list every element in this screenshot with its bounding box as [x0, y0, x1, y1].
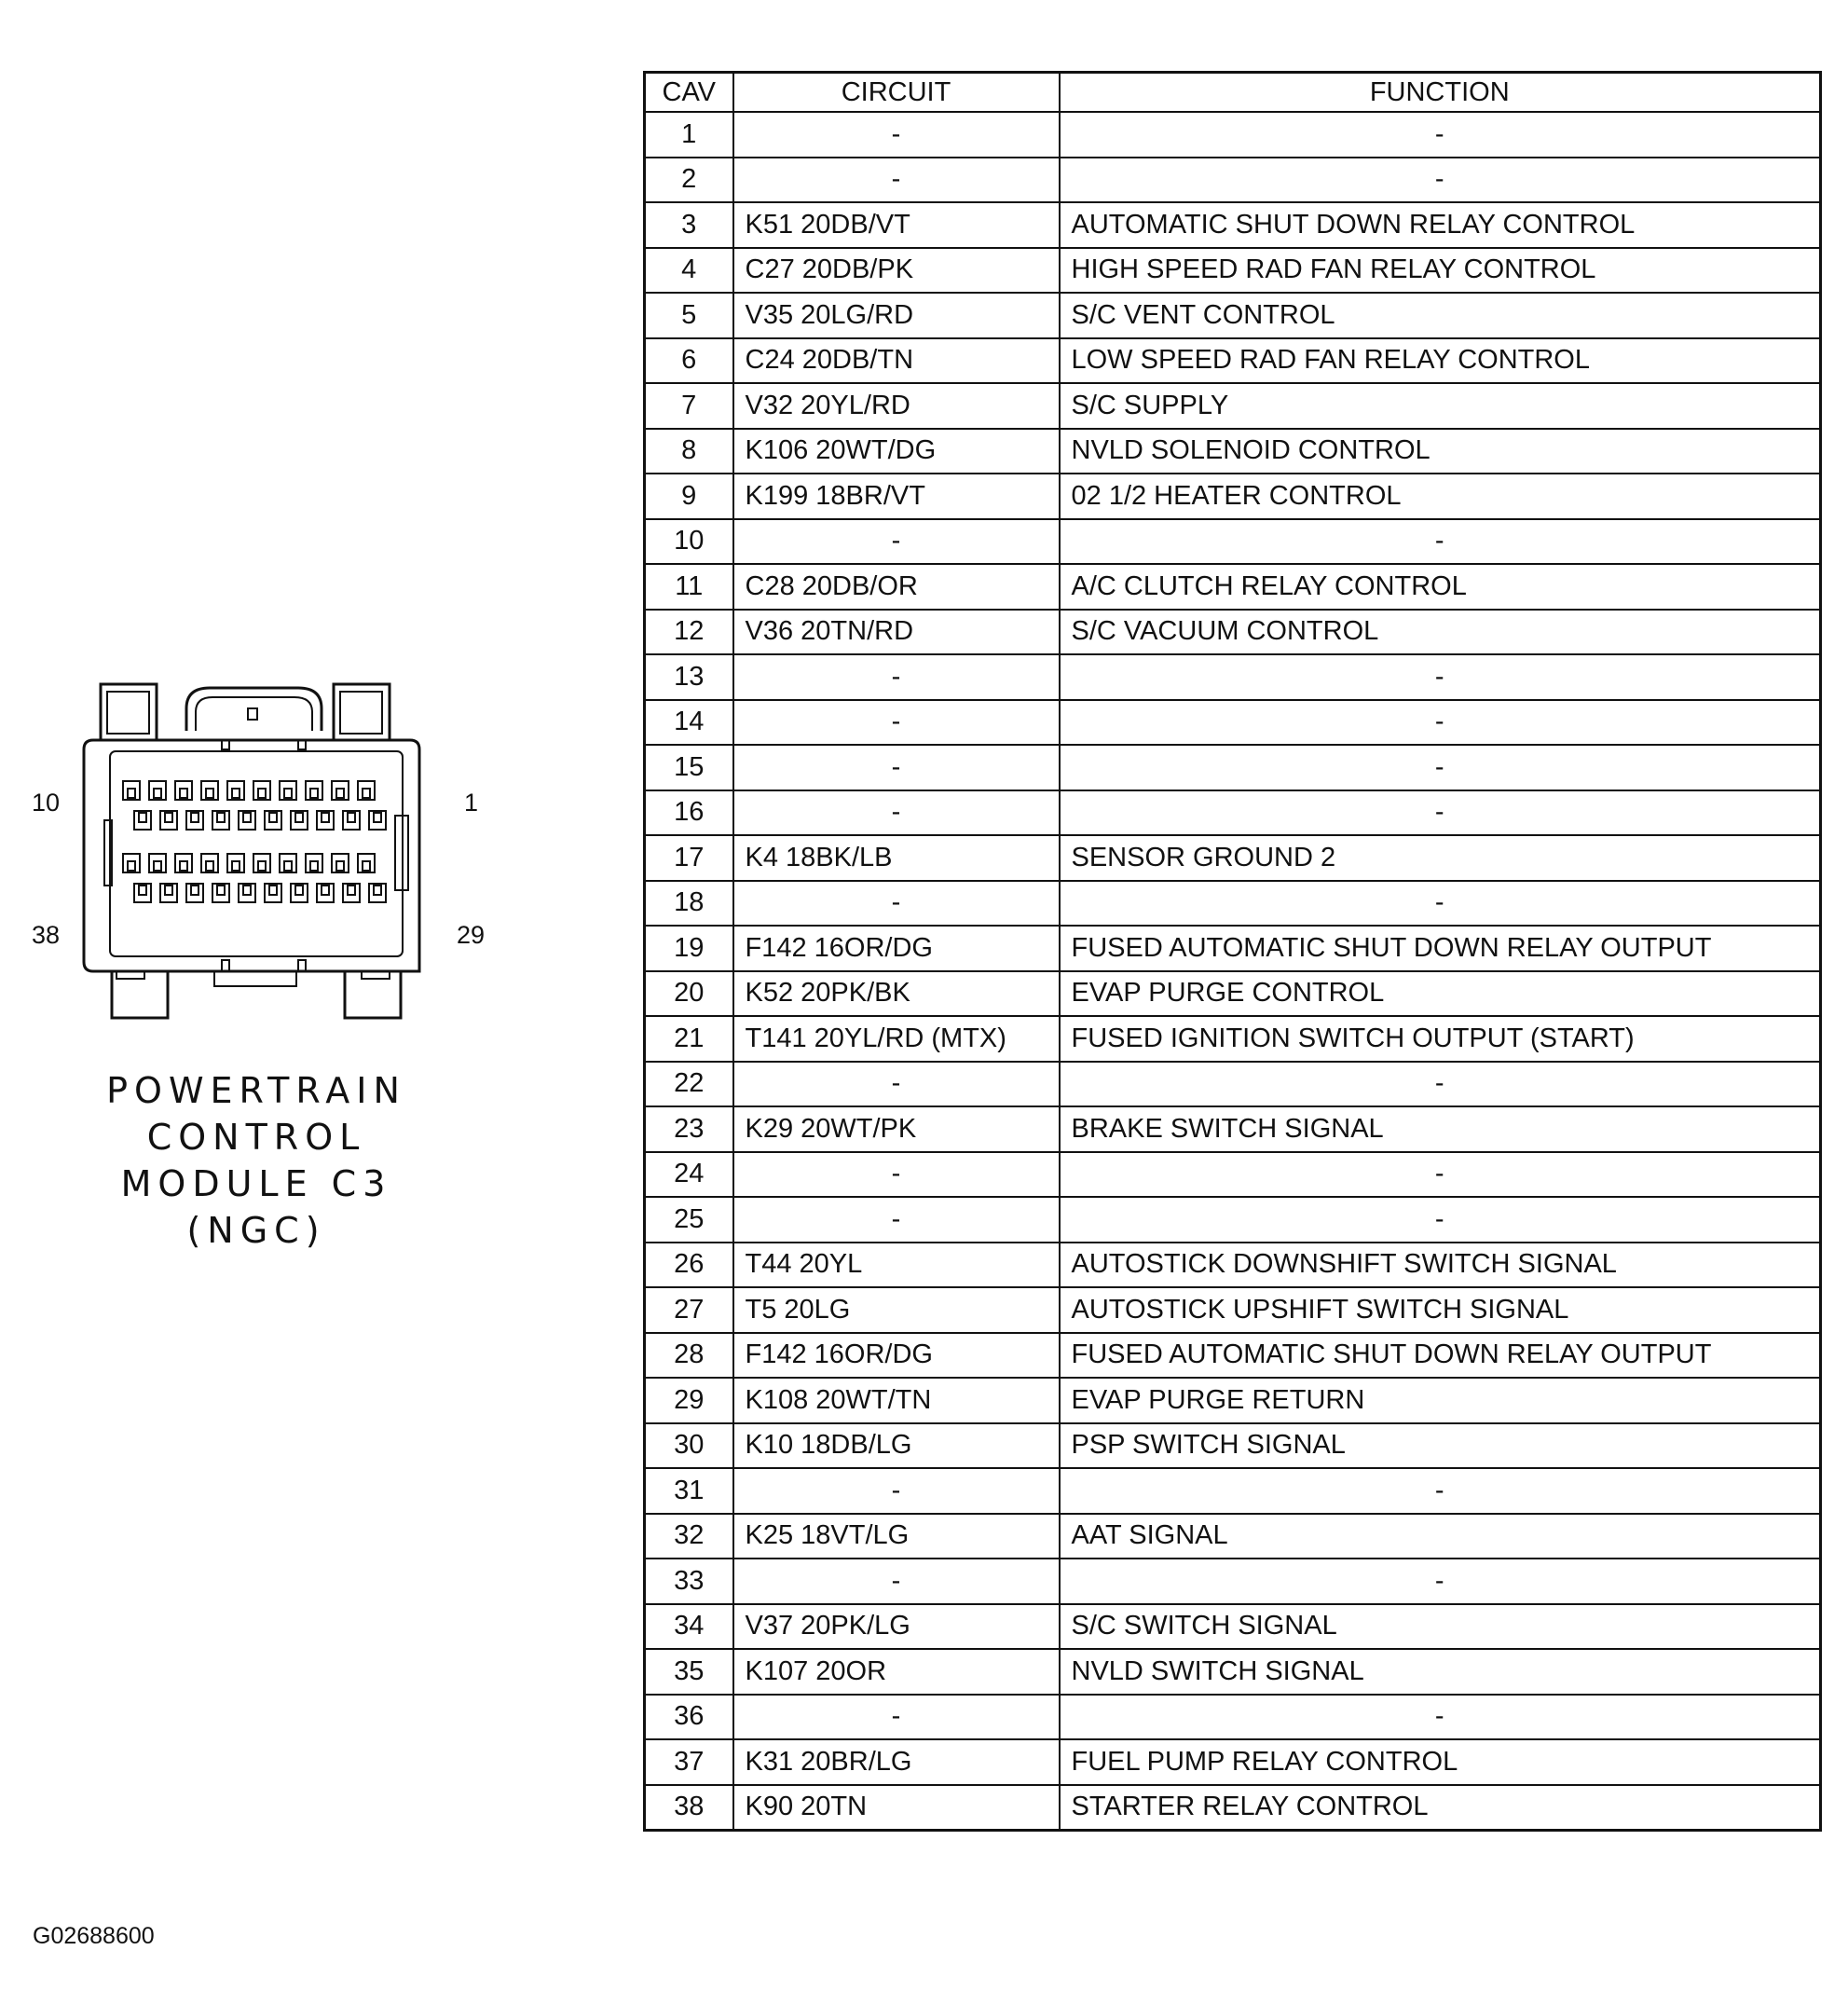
table-row: [645, 1062, 1821, 1107]
cavity-terminal: [258, 861, 266, 871]
cav-cell: 36: [645, 1695, 733, 1740]
cav-cell: 4: [645, 248, 733, 294]
table-row: [645, 564, 1821, 610]
table-row: [645, 1333, 1821, 1379]
cavity-terminal: [243, 813, 251, 822]
table-row: [645, 474, 1821, 519]
function-cell: -: [1060, 112, 1821, 158]
table-row: [645, 158, 1821, 203]
cav-cell: 29: [645, 1378, 733, 1423]
cavity-terminal: [295, 886, 303, 895]
cav-cell: 23: [645, 1106, 733, 1152]
module-caption-line-3: MODULE C3: [120, 1163, 392, 1204]
cav-cell: 15: [645, 745, 733, 790]
cav-cell: 11: [645, 564, 733, 610]
cav-cell: 25: [645, 1197, 733, 1243]
cavity-terminal: [232, 861, 240, 871]
cav-cell: 20: [645, 971, 733, 1017]
circuit-cell: V36 20TN/RD: [733, 610, 1060, 655]
function-cell: EVAP PURGE RETURN: [1060, 1378, 1821, 1423]
circuit-cell: K51 20DB/VT: [733, 202, 1060, 248]
cavity-terminal: [322, 886, 329, 895]
table-row: [645, 700, 1821, 746]
function-cell: -: [1060, 745, 1821, 790]
table-row: [645, 1785, 1821, 1831]
circuit-cell: F142 16OR/DG: [733, 926, 1060, 971]
cavity-terminal: [180, 789, 187, 798]
cavity-terminal: [180, 861, 187, 871]
cav-cell: 31: [645, 1468, 733, 1514]
circuit-cell: -: [733, 1559, 1060, 1604]
table-body: [645, 112, 1821, 1831]
table-row: [645, 429, 1821, 474]
cav-cell: 35: [645, 1649, 733, 1695]
function-cell: -: [1060, 654, 1821, 700]
function-cell: S/C SUPPLY: [1060, 383, 1821, 429]
table-row: [645, 1604, 1821, 1650]
cavity-terminal: [336, 861, 344, 871]
cav-cell: 13: [645, 654, 733, 700]
function-cell: -: [1060, 700, 1821, 746]
cavity-terminal: [269, 813, 277, 822]
cav-cell: 14: [645, 700, 733, 746]
cavity-terminal: [191, 886, 198, 895]
function-cell: SENSOR GROUND 2: [1060, 835, 1821, 881]
pin-label-29: 29: [457, 921, 486, 949]
circuit-cell: -: [733, 1197, 1060, 1243]
cavity-terminal: [206, 789, 213, 798]
cavity-terminal: [374, 813, 381, 822]
table-row: [645, 202, 1821, 248]
circuit-cell: K108 20WT/TN: [733, 1378, 1060, 1423]
circuit-cell: -: [733, 654, 1060, 700]
cav-cell: 8: [645, 429, 733, 474]
cav-cell: 9: [645, 474, 733, 519]
table-row: [645, 881, 1821, 927]
cavity-terminal: [310, 789, 318, 798]
function-cell: FUSED IGNITION SWITCH OUTPUT (START): [1060, 1016, 1821, 1062]
cavity-terminal: [284, 861, 292, 871]
cavity-terminal: [322, 813, 329, 822]
table-row: [645, 383, 1821, 429]
cavity-terminal: [363, 789, 370, 798]
circuit-cell: -: [733, 700, 1060, 746]
table-row: [645, 1287, 1821, 1333]
cav-cell: 5: [645, 293, 733, 338]
function-cell: AUTOSTICK DOWNSHIFT SWITCH SIGNAL: [1060, 1243, 1821, 1288]
connector-figure: [19, 671, 541, 1044]
function-cell: -: [1060, 1152, 1821, 1198]
function-cell: AUTOMATIC SHUT DOWN RELAY CONTROL: [1060, 202, 1821, 248]
cav-cell: 18: [645, 881, 733, 927]
cav-cell: 24: [645, 1152, 733, 1198]
pin-label-10: 10: [32, 789, 61, 817]
table-row: [645, 1016, 1821, 1062]
cav-cell: 34: [645, 1604, 733, 1650]
cav-cell: 30: [645, 1423, 733, 1469]
table-row: [645, 1649, 1821, 1695]
cavity-terminal: [139, 886, 146, 895]
table-row: [645, 926, 1821, 971]
cavity-terminal: [348, 886, 355, 895]
cavity-terminal: [374, 886, 381, 895]
function-cell: NVLD SOLENOID CONTROL: [1060, 429, 1821, 474]
cavity-terminal: [154, 789, 161, 798]
cav-cell: 19: [645, 926, 733, 971]
cavity-terminal: [191, 813, 198, 822]
cavity-terminal: [336, 789, 344, 798]
cavity-terminal: [284, 789, 292, 798]
function-cell: S/C VACUUM CONTROL: [1060, 610, 1821, 655]
table-row: [645, 1378, 1821, 1423]
circuit-cell: T141 20YL/RD (MTX): [733, 1016, 1060, 1062]
circuit-cell: C28 20DB/OR: [733, 564, 1060, 610]
table-row: [645, 971, 1821, 1017]
figure-code: G02688600: [33, 1923, 155, 1949]
table-header-row: [645, 73, 1821, 113]
cav-cell: 32: [645, 1514, 733, 1559]
circuit-cell: T44 20YL: [733, 1243, 1060, 1288]
function-cell: -: [1060, 1468, 1821, 1514]
circuit-cell: -: [733, 158, 1060, 203]
pinout-table: [643, 71, 1822, 1832]
cavity-terminal: [310, 861, 318, 871]
function-cell: -: [1060, 790, 1821, 836]
cavity-terminal: [269, 886, 277, 895]
function-cell: -: [1060, 1695, 1821, 1740]
table-row: [645, 1152, 1821, 1198]
circuit-cell: F142 16OR/DG: [733, 1333, 1060, 1379]
cavity-terminal: [165, 886, 172, 895]
circuit-cell: -: [733, 1062, 1060, 1107]
pin-label-38: 38: [32, 921, 61, 949]
function-cell: -: [1060, 158, 1821, 203]
cavity-terminal: [139, 813, 146, 822]
function-cell: FUEL PUMP RELAY CONTROL: [1060, 1739, 1821, 1785]
circuit-cell: -: [733, 1468, 1060, 1514]
circuit-cell: -: [733, 881, 1060, 927]
table-row: [645, 1423, 1821, 1469]
circuit-cell: -: [733, 519, 1060, 565]
table-row: [645, 293, 1821, 338]
cavity-terminal: [243, 886, 251, 895]
function-cell: BRAKE SWITCH SIGNAL: [1060, 1106, 1821, 1152]
header-cav: CAV: [645, 73, 733, 113]
function-cell: A/C CLUTCH RELAY CONTROL: [1060, 564, 1821, 610]
function-cell: PSP SWITCH SIGNAL: [1060, 1423, 1821, 1469]
cavity-terminal: [217, 813, 225, 822]
circuit-cell: K29 20WT/PK: [733, 1106, 1060, 1152]
function-cell: -: [1060, 881, 1821, 927]
cav-cell: 21: [645, 1016, 733, 1062]
circuit-cell: C24 20DB/TN: [733, 338, 1060, 384]
cavity-terminal: [348, 813, 355, 822]
cav-cell: 12: [645, 610, 733, 655]
header-function: FUNCTION: [1060, 73, 1821, 113]
circuit-cell: C27 20DB/PK: [733, 248, 1060, 294]
function-cell: FUSED AUTOMATIC SHUT DOWN RELAY OUTPUT: [1060, 1333, 1821, 1379]
cav-cell: 6: [645, 338, 733, 384]
function-cell: 02 1/2 HEATER CONTROL: [1060, 474, 1821, 519]
cav-cell: 16: [645, 790, 733, 836]
function-cell: HIGH SPEED RAD FAN RELAY CONTROL: [1060, 248, 1821, 294]
cav-cell: 33: [645, 1559, 733, 1604]
table-row: [645, 338, 1821, 384]
circuit-cell: V35 20LG/RD: [733, 293, 1060, 338]
cavity-terminal: [165, 813, 172, 822]
cav-cell: 10: [645, 519, 733, 565]
cav-cell: 26: [645, 1243, 733, 1288]
function-cell: -: [1060, 1197, 1821, 1243]
function-cell: AUTOSTICK UPSHIFT SWITCH SIGNAL: [1060, 1287, 1821, 1333]
cavity-terminal: [258, 789, 266, 798]
cav-cell: 37: [645, 1739, 733, 1785]
table-row: [645, 112, 1821, 158]
table-row: [645, 654, 1821, 700]
table-row: [645, 1106, 1821, 1152]
cav-cell: 28: [645, 1333, 733, 1379]
cavity-terminal: [363, 861, 370, 871]
table-row: [645, 1695, 1821, 1740]
table-row: [645, 610, 1821, 655]
table-row: [645, 248, 1821, 294]
function-cell: LOW SPEED RAD FAN RELAY CONTROL: [1060, 338, 1821, 384]
cav-cell: 2: [645, 158, 733, 203]
module-caption-line-2: CONTROL: [146, 1117, 366, 1158]
circuit-cell: -: [733, 112, 1060, 158]
cavity-terminal: [217, 886, 225, 895]
header-circuit: CIRCUIT: [733, 73, 1060, 113]
circuit-cell: K4 18BK/LB: [733, 835, 1060, 881]
cavity-terminal: [154, 861, 161, 871]
cav-cell: 22: [645, 1062, 733, 1107]
table-row: [645, 1243, 1821, 1288]
cav-cell: 38: [645, 1785, 733, 1831]
pin-label-1: 1: [464, 789, 479, 817]
cav-cell: 7: [645, 383, 733, 429]
cavity-terminal: [295, 813, 303, 822]
circuit-cell: -: [733, 1695, 1060, 1740]
circuit-cell: -: [733, 790, 1060, 836]
circuit-cell: V32 20YL/RD: [733, 383, 1060, 429]
function-cell: S/C VENT CONTROL: [1060, 293, 1821, 338]
function-cell: STARTER RELAY CONTROL: [1060, 1785, 1821, 1831]
circuit-cell: K10 18DB/LG: [733, 1423, 1060, 1469]
module-caption: [103, 1067, 410, 1254]
function-cell: -: [1060, 1559, 1821, 1604]
module-caption-line-1: POWERTRAIN: [106, 1070, 406, 1111]
connector-face-drawing: [19, 671, 541, 1044]
circuit-cell: V37 20PK/LG: [733, 1604, 1060, 1650]
function-cell: S/C SWITCH SIGNAL: [1060, 1604, 1821, 1650]
cav-cell: 27: [645, 1287, 733, 1333]
circuit-cell: K106 20WT/DG: [733, 429, 1060, 474]
table-row: [645, 1468, 1821, 1514]
function-cell: -: [1060, 519, 1821, 565]
table-row: [645, 745, 1821, 790]
circuit-cell: K25 18VT/LG: [733, 1514, 1060, 1559]
function-cell: AAT SIGNAL: [1060, 1514, 1821, 1559]
cavity-terminal: [128, 789, 135, 798]
circuit-cell: K52 20PK/BK: [733, 971, 1060, 1017]
circuit-cell: -: [733, 1152, 1060, 1198]
cavity-terminal: [232, 789, 240, 798]
circuit-cell: K199 18BR/VT: [733, 474, 1060, 519]
circuit-cell: K90 20TN: [733, 1785, 1060, 1831]
cavity-terminal: [128, 861, 135, 871]
circuit-cell: K107 20OR: [733, 1649, 1060, 1695]
cav-cell: 1: [645, 112, 733, 158]
module-caption-line-4: (NGC): [186, 1210, 326, 1251]
table-row: [645, 835, 1821, 881]
table-row: [645, 1514, 1821, 1559]
function-cell: EVAP PURGE CONTROL: [1060, 971, 1821, 1017]
table-row: [645, 1559, 1821, 1604]
function-cell: FUSED AUTOMATIC SHUT DOWN RELAY OUTPUT: [1060, 926, 1821, 971]
table-row: [645, 1197, 1821, 1243]
cavity-terminal: [206, 861, 213, 871]
table-row: [645, 1739, 1821, 1785]
circuit-cell: -: [733, 745, 1060, 790]
cav-cell: 3: [645, 202, 733, 248]
table-row: [645, 519, 1821, 565]
circuit-cell: T5 20LG: [733, 1287, 1060, 1333]
table-row: [645, 790, 1821, 836]
function-cell: -: [1060, 1062, 1821, 1107]
function-cell: NVLD SWITCH SIGNAL: [1060, 1649, 1821, 1695]
cav-cell: 17: [645, 835, 733, 881]
circuit-cell: K31 20BR/LG: [733, 1739, 1060, 1785]
